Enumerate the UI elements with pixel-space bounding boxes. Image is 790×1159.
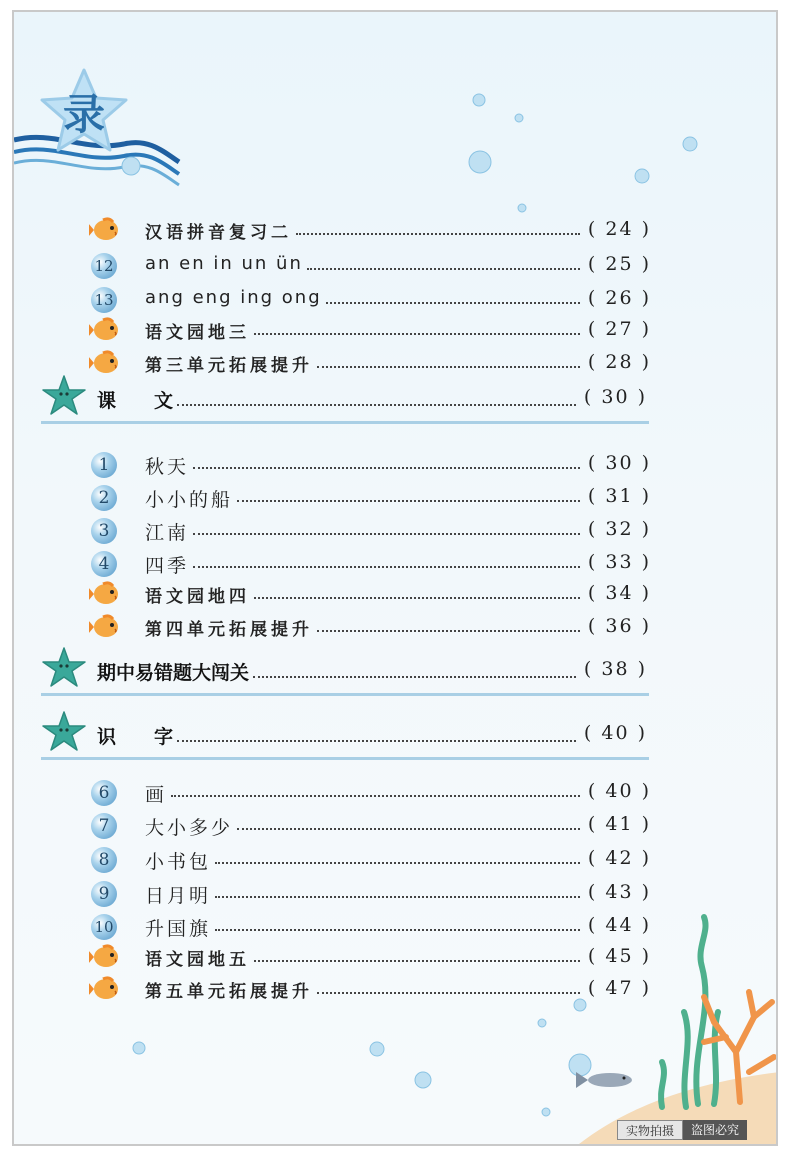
fish-icon xyxy=(89,944,123,970)
dot-leader xyxy=(296,233,580,235)
page-number: ( 44 ) xyxy=(587,914,651,936)
starfish-icon xyxy=(39,646,89,690)
dot-leader xyxy=(237,828,580,830)
item-number: 10 xyxy=(91,914,117,940)
toc-item[interactable] xyxy=(89,548,651,578)
item-number: 3 xyxy=(91,518,117,544)
number-badge-icon xyxy=(89,846,123,872)
dot-leader xyxy=(326,302,580,304)
item-number: 12 xyxy=(91,253,117,279)
item-number: 9 xyxy=(91,881,117,907)
watermark-right: 盗图必究 xyxy=(683,1120,747,1140)
section-title: 课 文 xyxy=(97,390,174,412)
page-number: ( 43 ) xyxy=(587,881,651,903)
watermark-left: 实物拍摄 xyxy=(617,1120,683,1140)
dot-leader xyxy=(317,366,580,368)
dot-leader xyxy=(171,795,580,797)
number-badge-icon xyxy=(89,779,123,805)
section-title: 期中易错题大闯关 xyxy=(97,662,250,684)
item-title: 汉语拼音复习二 xyxy=(145,223,292,243)
watermark xyxy=(617,1120,747,1140)
item-title: 江南 xyxy=(145,522,190,544)
toc-item[interactable] xyxy=(89,579,651,609)
item-title: 日月明 xyxy=(145,885,212,907)
number-badge-icon xyxy=(89,517,123,543)
dot-leader xyxy=(177,404,576,406)
fish-icon xyxy=(89,217,123,243)
item-title: an en in un ün xyxy=(145,253,303,274)
number-badge-icon xyxy=(89,286,123,312)
number-badge-icon xyxy=(89,550,123,576)
page-number: ( 25 ) xyxy=(587,253,651,275)
toc-section[interactable] xyxy=(39,710,649,754)
page-number: ( 27 ) xyxy=(587,318,651,340)
page-number: ( 34 ) xyxy=(587,582,651,604)
toc-item[interactable] xyxy=(89,250,651,280)
item-title: 语文园地五 xyxy=(145,950,250,970)
dot-leader xyxy=(254,597,580,599)
toc-item[interactable] xyxy=(89,515,651,545)
fish-icon xyxy=(89,976,123,1002)
item-number: 6 xyxy=(91,780,117,806)
item-title: 第三单元拓展提升 xyxy=(145,356,313,376)
number-badge-icon xyxy=(89,913,123,939)
page-number: ( 45 ) xyxy=(587,945,651,967)
item-number: 4 xyxy=(91,551,117,577)
toc-item[interactable] xyxy=(89,777,651,807)
item-title: 四季 xyxy=(145,555,190,577)
section-title: 识 字 xyxy=(97,726,174,748)
item-title: 秋天 xyxy=(145,456,190,478)
dot-leader xyxy=(253,676,576,678)
item-number: 1 xyxy=(91,452,117,478)
dot-leader xyxy=(307,268,580,270)
item-title: 小小的船 xyxy=(145,489,234,511)
fish-icon xyxy=(89,350,123,376)
dot-leader xyxy=(317,630,580,632)
item-number: 13 xyxy=(91,287,117,313)
toc-section[interactable] xyxy=(39,646,649,690)
section-rule xyxy=(41,757,649,760)
starfish-icon xyxy=(39,374,89,418)
item-title: 升国旗 xyxy=(145,918,212,940)
dot-leader xyxy=(215,929,580,931)
dot-leader xyxy=(177,740,576,742)
page-number: ( 24 ) xyxy=(587,218,651,240)
toc-heading: 录 xyxy=(62,90,105,139)
page-number: ( 40 ) xyxy=(583,722,647,744)
item-title: 小书包 xyxy=(145,851,212,873)
dot-leader xyxy=(193,467,580,469)
toc-item[interactable] xyxy=(89,284,651,314)
item-title: 第五单元拓展提升 xyxy=(145,982,313,1002)
dot-leader xyxy=(215,896,580,898)
toc-item[interactable] xyxy=(89,315,651,345)
page-number: ( 47 ) xyxy=(587,977,651,999)
dot-leader xyxy=(254,960,580,962)
page-number: ( 30 ) xyxy=(587,452,651,474)
page-number: ( 26 ) xyxy=(587,287,651,309)
toc-section[interactable] xyxy=(39,374,649,418)
section-rule xyxy=(41,421,649,424)
toc-item[interactable] xyxy=(89,911,651,941)
item-title: 语文园地三 xyxy=(145,323,250,343)
item-number: 8 xyxy=(91,847,117,873)
section-rule xyxy=(41,693,649,696)
toc-item[interactable] xyxy=(89,482,651,512)
toc-item[interactable] xyxy=(89,844,651,874)
toc-page xyxy=(12,10,778,1146)
number-badge-icon xyxy=(89,252,123,278)
dot-leader xyxy=(254,333,580,335)
number-badge-icon xyxy=(89,451,123,477)
toc-item[interactable] xyxy=(89,215,651,245)
number-badge-icon xyxy=(89,880,123,906)
item-title: 画 xyxy=(145,784,168,806)
dot-leader xyxy=(193,533,580,535)
page-number: ( 40 ) xyxy=(587,780,651,802)
item-number: 7 xyxy=(91,813,117,839)
page-number: ( 41 ) xyxy=(587,813,651,835)
dot-leader xyxy=(215,862,580,864)
dot-leader xyxy=(237,500,580,502)
toc-item[interactable] xyxy=(89,878,651,908)
page-number: ( 31 ) xyxy=(587,485,651,507)
number-badge-icon xyxy=(89,484,123,510)
page-number: ( 30 ) xyxy=(583,386,647,408)
item-number: 2 xyxy=(91,485,117,511)
fish-icon xyxy=(89,581,123,607)
page-number: ( 33 ) xyxy=(587,551,651,573)
dot-leader xyxy=(193,566,580,568)
starfish-icon xyxy=(39,710,89,754)
item-title: 大小多少 xyxy=(145,817,234,839)
page-number: ( 28 ) xyxy=(587,351,651,373)
number-badge-icon xyxy=(89,812,123,838)
toc-item[interactable] xyxy=(89,612,651,642)
fish-icon xyxy=(89,317,123,343)
dot-leader xyxy=(317,992,580,994)
page-number: ( 38 ) xyxy=(583,658,647,680)
toc-item[interactable] xyxy=(89,974,651,1004)
fish-icon xyxy=(89,614,123,640)
item-title: 第四单元拓展提升 xyxy=(145,620,313,640)
item-title: ang eng ing ong xyxy=(145,287,322,308)
page-number: ( 32 ) xyxy=(587,518,651,540)
page-number: ( 36 ) xyxy=(587,615,651,637)
toc-item[interactable] xyxy=(89,810,651,840)
item-title: 语文园地四 xyxy=(145,587,250,607)
toc-item[interactable] xyxy=(89,449,651,479)
page-number: ( 42 ) xyxy=(587,847,651,869)
toc-item[interactable] xyxy=(89,942,651,972)
